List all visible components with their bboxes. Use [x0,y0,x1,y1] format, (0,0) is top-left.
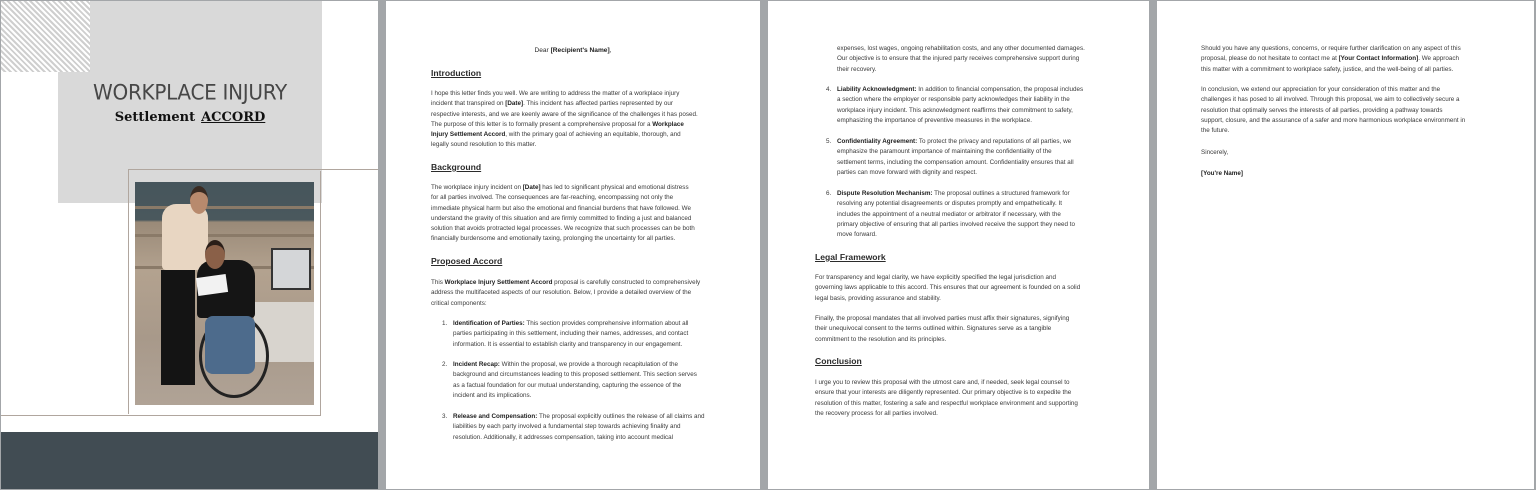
text-line: address the multifaceted aspects of our resolution. Below, I provide a detailed overview of the [431,289,692,297]
cover-title-text: WORKPLACE INJURY [93,79,287,105]
text-line: In conclusion, we extend our appreciation for your consideration of this matter and the [1201,86,1441,93]
heading-background: Background [431,162,482,172]
text-line: this matter with a commitment to workplace safety, justice, and the well-being of all parties. [1201,65,1454,73]
list-item-3 [442,412,705,443]
text-line: resolution that optimally serves the interests of all parties, providing a pathway towards [1201,106,1443,114]
text-line: the future. [1201,127,1230,135]
cover-title [58,79,322,104]
list-number: 5. [826,138,832,145]
text-line: background and circumstances leading to this proposed settlement. This section serves [453,371,697,379]
text-line: critical components: [431,299,487,307]
bold-text: [Your Contact Information] [1338,55,1419,63]
text-line: financially burdensome and emotionally taxing, prolonging the uncertainty for all parties. [431,235,676,243]
text-line: support, closure, and the assurance of a safer and more harmonious workplace environment in [1201,116,1466,124]
text-line: legal basis, providing assurance and stability. [815,294,941,302]
heading-proposed-accord: Proposed Accord [431,256,503,266]
paragraph-background [431,183,695,245]
list-item-1 [442,319,689,350]
page-4 [1157,1,1534,489]
text-line: a section where the employer or responsible party acknowledges their liability in the [837,96,1070,104]
text-line: ensure that your interests are diligently represented. Our primary objective is to expedite the [815,389,1072,397]
text-line: solution that avoids protracted legal processes. We recognize that such processes can be both [431,225,695,233]
cover-hatch-pattern [1,1,90,72]
cover-subtitle-accord: ACCORD [201,110,266,125]
shelf [135,206,314,209]
text-line: incident that transpired on [Date]. This incident has affected parties represented by our [431,100,673,108]
paragraph-legal-framework-2 [815,314,1069,345]
text-line: workplace injury incident. This acknowledgment reaffirms their commitment to safety, [837,106,1073,114]
list-item-text [837,137,1074,178]
paragraph-closing-remarks [1201,85,1465,136]
cover-bottom-band [1,432,378,489]
text-line: understand the gravity of this situation and are firmly committed to finding a just and balanced [431,214,692,222]
page-2 [386,1,760,489]
text-line: For transparency and legal clarity, we have explicitly specified the legal jurisdiction and [815,274,1057,281]
bold-text: Confidentiality Agreement: [837,138,918,145]
frame-line-bottom [1,415,321,416]
bold-text: [Date] [505,100,524,108]
text-line: Should you have any questions, concerns, or require further clarification on any aspect of this [1201,45,1461,52]
text-line: resolution of this matter, fostering a safe and respectful workplace environment and supporting [815,399,1078,407]
person-standing-head [190,186,208,214]
text-line: resolution. Additionally, it addresses compensation, taking into account medical [453,433,674,441]
text-line: I hope this letter finds you well. We are writing to address the matter of a workplace injury [431,90,680,97]
paragraph-introduction [431,89,698,151]
list-item-4 [826,85,1084,126]
cover-subtitle-settlement: Settlement [114,110,196,125]
text-line: parties can move forward with dignity and respect. [837,168,977,176]
text-line: resolving any potential disagreements or disputes promptly and empathetically. It [837,200,1062,208]
cover-subtitle [58,110,322,125]
salutation-prefix: Dear [534,47,551,54]
list-item-6 [826,189,1076,240]
bold-text: Incident Recap: [453,361,500,368]
bold-text: Release and Compensation: [453,413,538,420]
person-seated-head [205,240,225,269]
text-line: settlement terms, including the compensation amount. Confidentiality ensures that all [837,158,1074,166]
text-line: includes the appointment of a neutral mediator or arbitrator if necessary, with the [837,210,1061,218]
paragraph-legal-framework-1 [815,273,1080,304]
text-line: The purpose of this letter is to formally present a comprehensive proposal for a Workplace [431,120,684,128]
bold-text: Dispute Resolution Mechanism: [837,190,933,197]
text-line: governing laws applicable to this accord. This ensures that our agreement is founded on a solid [815,284,1081,292]
text-line: Finally, the proposal mandates that all involved parties must affix their signatures, signifying [815,315,1070,322]
text-line: emphasizing the importance of preventive measures in the workplace. [837,116,1032,124]
text-line: proposal, please do not hesitate to contact me at [Your Contact Information]. We approach [1201,55,1460,63]
bold-text: Liability Acknowledgment: [837,86,917,93]
text-line: information. It is essential to establish clarity and transparency in our engagement. [453,340,683,348]
list-item-text [453,360,697,401]
text-line: primary objective of ensuring that all parties involved receive the support they need to [837,220,1076,228]
text-line: I urge you to review this proposal with the utmost care and, if needed, seek legal counsel to [815,379,1070,386]
person-standing-legs [161,270,195,385]
text-line: This Workplace Injury Settlement Accord proposal is carefully constructed to comprehensively [431,279,701,286]
text-line: incident and its implications. [453,391,532,399]
list-number: 1. [442,320,448,327]
text-line: legally sound resolution to this matter. [431,141,537,149]
text-line: as a factual foundation for our mutual understanding, capturing the essence of the [453,381,682,389]
heading-introduction: Introduction [431,68,482,78]
text-line: immediate physical harm but also the emotional and financial burdens that have followed. We [431,204,691,212]
text-line: The workplace injury incident on [Date] has led to significant physical and emotional distress [431,184,689,191]
paragraph-proposed-accord [431,278,700,309]
text-line: emphasize the paramount importance of maintaining the confidentiality of the [837,148,1052,156]
frame-line-top [128,169,378,170]
text-line: the recovery process for all parties involved. [815,409,938,417]
heading-legal-framework: Legal Framework [815,252,886,262]
text-line: commitment to the resolution and its principles. [815,335,947,343]
page-3 [768,1,1149,489]
bold-text: Workplace [652,120,684,128]
paragraph-contact [1201,44,1461,75]
text-line: Confidentiality Agreement: To protect the privacy and reputations of all parties, we [837,138,1072,145]
list-number: 3. [442,413,448,420]
cover-photo [135,182,314,405]
cover-page [1,1,378,489]
list-item-2 [442,360,697,401]
paragraph-conclusion [815,378,1078,419]
text-line: respective interests, and we are keenly aware of the significance of the challenges it has posed. [431,110,698,118]
person-seated-jeans [205,316,255,374]
text-line: challenges it has posed to all involved. Through this proposal, we aim to collectively secure a [1201,96,1460,104]
text-line: move forward. [837,231,877,239]
text-line: Identification of Parties: This section provides comprehensive information about all [453,320,689,327]
text-line: parties participating in this settlement, including their names, addresses, and contact [453,330,689,338]
text-line: Incident Recap: Within the proposal, we provide a thorough recapitulation of the [453,361,679,368]
list-item-3-continued [837,44,1085,75]
monitor [271,248,311,290]
closing-salutation: Sincerely, [1201,149,1229,156]
list-number: 2. [442,361,448,368]
bold-text: Injury Settlement Accord [431,131,506,139]
text-line: for all parties involved. The consequences are far-reaching, encompassing not only the [431,194,674,202]
person-standing-shirt [162,204,208,270]
list-item-5 [826,137,1074,178]
text-line: Our objective is to ensure that the injured party receives comprehensive support during [837,55,1080,63]
list-item-text [837,85,1083,126]
signature-name-placeholder: [You're Name] [1201,170,1243,177]
list-number: 6. [826,190,832,197]
recipient-name-placeholder: [Recipient's Name] [550,47,610,54]
text-line: Liability Acknowledgment: In addition to financial compensation, the proposal includes [837,86,1084,93]
text-line: their recovery. [837,65,877,73]
list-item-text [453,412,705,443]
salutation-suffix: , [609,47,612,54]
bold-text: [Date] [522,184,541,191]
salutation [386,46,760,56]
text-line: Injury Settlement Accord, with the primary goal of achieving an equitable, thorough, and [431,131,681,139]
text-line: their unequivocal consent to the terms outlined within. Signatures serve as a tangible [815,325,1052,333]
text-line: Release and Compensation: The proposal explicitly outlines the release of all claims and [453,413,705,420]
text-line: Dispute Resolution Mechanism: The proposal outlines a structured framework for [837,190,1070,197]
list-item-text [453,319,688,350]
bold-text: Identification of Parties: [453,320,525,327]
heading-conclusion: Conclusion [815,356,862,366]
list-item-text [837,189,1075,240]
bold-text: Workplace Injury Settlement Accord [444,279,553,286]
text-line: expenses, lost wages, ongoing rehabilitation costs, and any other documented damages. [837,45,1085,52]
list-number: 4. [826,86,832,93]
text-line: liabilities by each party involved a fundamental step towards achieving finality and [453,423,681,431]
